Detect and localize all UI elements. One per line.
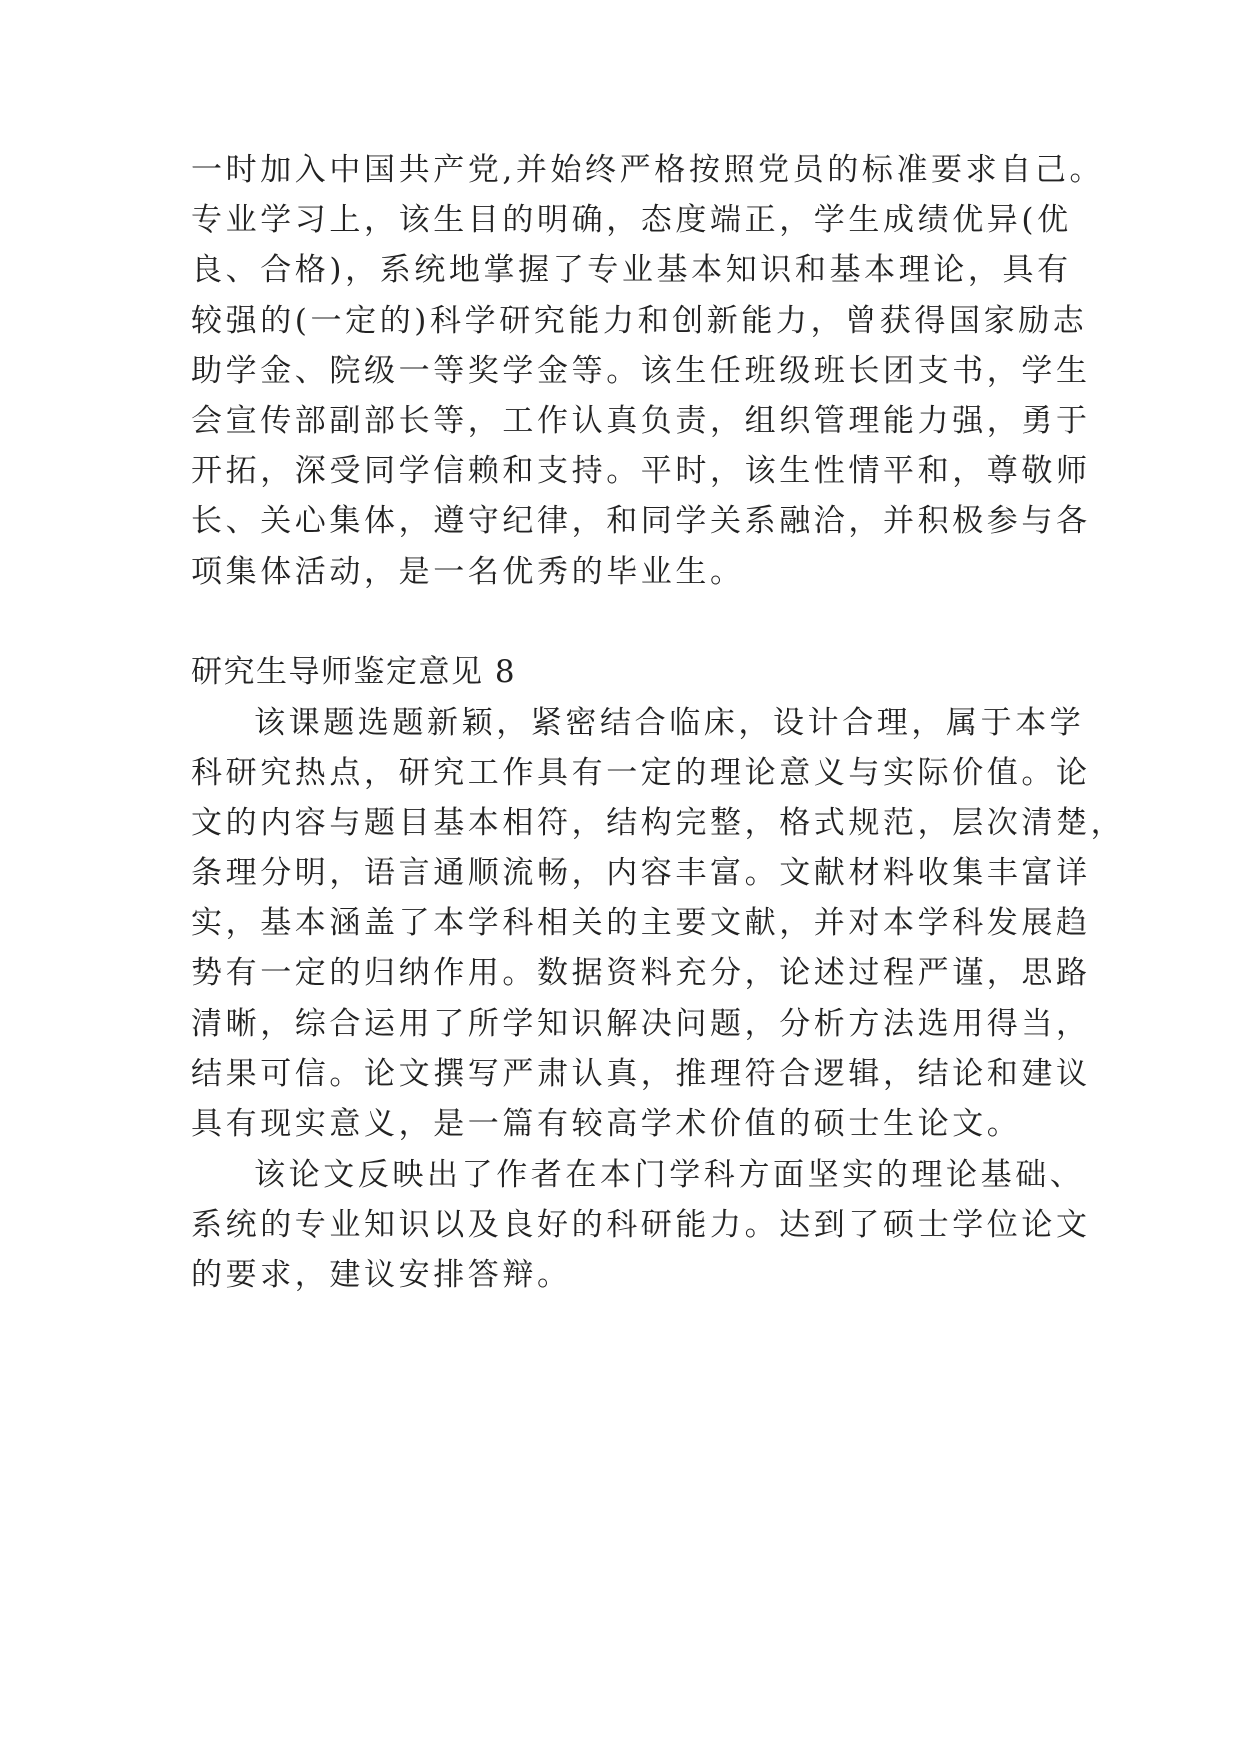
text-line: 助学金、院级一等奖学金等。该生任班级班长团支书，学生 (191, 353, 1091, 389)
text-line: 较强的(一定的)科学研究能力和创新能力，曾获得国家励志 (191, 303, 1088, 339)
section-heading: 研究生导师鉴定意见 8 (191, 654, 517, 690)
text-line: 开拓，深受同学信赖和支持。平时，该生性情平和，尊敬师 (191, 453, 1091, 489)
text-line: 会宣传部副部长等，工作认真负责，组织管理能力强，勇于 (191, 403, 1091, 439)
text-line: 项集体活动，是一名优秀的毕业生。 (191, 554, 745, 590)
text-line: 结果可信。论文撰写严肃认真，推理符合逻辑，结论和建议 (191, 1056, 1091, 1092)
text-line: 系统的专业知识以及良好的科研能力。达到了硕士学位论文 (191, 1207, 1091, 1243)
text-line: 科研究热点，研究工作具有一定的理论意义与实际价值。论 (191, 755, 1091, 791)
text-line: 一时加入中国共产党,并始终严格按照党员的标准要求自己。 (191, 152, 1105, 188)
text-line: 清晰，综合运用了所学知识解决问题，分析方法选用得当， (191, 1006, 1091, 1042)
text-line: 该课题选题新颖，紧密结合临床，设计合理，属于本学 (254, 705, 1085, 741)
text-line: 的要求，建议安排答辩。 (191, 1257, 572, 1293)
text-line: 文的内容与题目基本相符，结构完整，格式规范，层次清楚， (191, 805, 1126, 841)
text-line: 良、合格)，系统地掌握了专业基本知识和基本理论，具有 (191, 252, 1072, 288)
text-line: 条理分明，语言通顺流畅，内容丰富。文献材料收集丰富详 (191, 855, 1091, 891)
text-line: 势有一定的归纳作用。数据资料充分，论述过程严谨，思路 (191, 955, 1091, 991)
text-line: 长、关心集体，遵守纪律，和同学关系融洽，并积极参与各 (191, 503, 1091, 539)
text-line: 专业学习上，该生目的明确，态度端正，学生成绩优异(优 (191, 202, 1072, 238)
text-line: 该论文反映出了作者在本门学科方面坚实的理论基础、 (254, 1157, 1085, 1193)
text-line: 具有现实意义，是一篇有较高学术价值的硕士生论文。 (191, 1106, 1022, 1142)
text-line: 实，基本涵盖了本学科相关的主要文献，并对本学科发展趋 (191, 905, 1091, 941)
